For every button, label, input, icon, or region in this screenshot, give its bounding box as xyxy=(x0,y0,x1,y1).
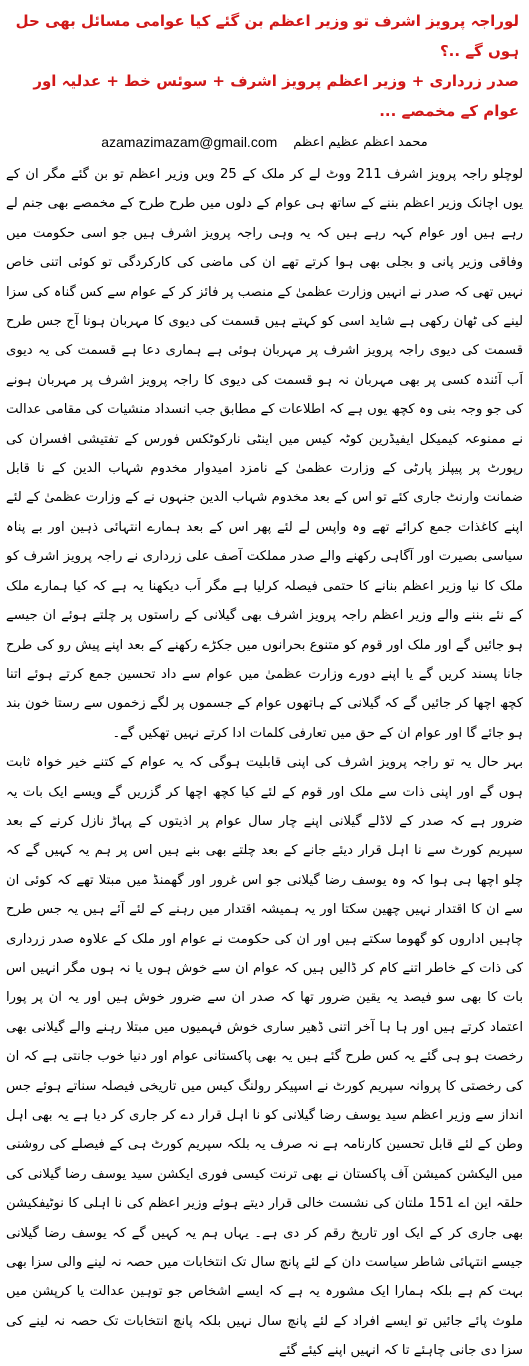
author-email[interactable]: azamazimazam@gmail.com xyxy=(101,134,278,150)
paragraph: بہر حال یہ تو راجہ پرویز اشرف کی اپنی قابلیت ہوگی کہ یہ عوام کے کتنے خیر خواہ ثابت ہوں گے اور اپنی ذات سے ملک اور قوم کے لئے کیا کچھ اچھا کر گزریں گے ویسے ایک بات یہ ضرور ہے کہ صدر کے لاڈلے گیلانی اپنے چار سال عوام پر اذیتوں کے پہاڑ نازل کرنے کے بعد سپریم کورٹ سے نا اہل قرار دیئے جانے کے بعد چلتے بھی بنے ہیں اس پر ہم یہ کہیں گے کہ چلو اچھا ہی ہوا کہ وہ یوسف رضا گیلانی جو اس غرور اور گھمنڈ میں مبتلا تھے کہ کوئی ان سے ان کا اقتدار نہیں چھین سکتا اور یہ ہمیشہ اقتدار میں رہنے کے لئے آئے ہیں یہ جس طرح چاہیں اداروں کو گھوما سکتے ہیں اور ان کی حکومت نے عوام اور ملک کے علاوہ صدر زرداری کی ذات کے خاطر اتنے کام کر ڈالیں ہیں کہ عوام ان سے خوش ہوں یا نہ ہوں مگر انہیں اس بات کا بھی سو فیصد یہ یقین ضرور تھا کہ صدر ان سے ضرور خوش ہیں اور یہ ان پر پورا اعتماد کرتے ہیں اور ہا ہا آخر اتنی ڈھیر ساری خوش فہمیوں میں مبتلا رہنے والے گیلانی بھی رخصت ہو ہی گئے یہ کس طرح گئے ہیں یہ بھی پاکستانی عوام اور دنیا خوب جانتی ہے کہ ان کی رخصتی کا پروانہ سپریم کورٹ نے اسپیکر رولنگ کیس میں تاریخی فیصلہ سناتے ہوئے جس انداز سے وزیر اعظم سید یوسف رضا گیلانی کو نا اہل قرار دے کر جاری کر دیا ہے یہ بھی اہل وطن کے لئے قابل تحسین کارنامہ ہے نہ صرف یہ بلکہ سپریم کورٹ ہی کے فیصلے کی روشنی میں الیکشن کمیشن آف پاکستان نے بھی ترنت کیسی فوری ایکشن سید یوسف رضا گیلانی کی حلقہ این اے 151 ملتان کی نشست خالی قرار دیتے ہوئے وزیر اعظم کی نا اہلی کا نوٹیفکیشن بھی جاری کر کے ایک اور تاریخ رقم کر دی ہے۔ یہاں ہم یہ کہیں گے کہ یوسف رضا گیلانی جیسے انتہائی شاطر سیاست دان کے لئے پانچ سال تک انتخابات میں حصہ نہ لینے والی سزا بھی بہت کم ہے بلکہ ہمارا ایک مشورہ یہ ہے کہ ایسے اشخاص جو توہین عدالت یا کرپشن میں ملوث پائے جائیں تو ایسے افراد کے لئے پانچ سال نہیں بلکہ پانچ انتخابات تک حصہ نہ لینے کی سزا دی جانی چاہئے تا کہ انہیں اپنے کیئے گئے xyxy=(6,755,523,1359)
headline-line-2: صدر زرداری + وزیر اعظم پرویز اشرف + سوئس خط + عدلیہ اور عوام کے مخمصے ... xyxy=(33,72,519,120)
article-headline xyxy=(10,6,519,126)
headline-line-1: لوراجہ پرویز اشرف تو وزیر اعظم بن گئے کیا عوامی مسائل بھی حل ہوں گے ..؟ xyxy=(15,12,519,60)
article-body xyxy=(6,160,523,1366)
paragraph: لوچلو راجہ پرویز اشرف 211 ووٹ لے کر ملک کے 25 ویں وزیر اعظم تو بن گئے مگر ان کے یوں اچانک وزیر اعظم بننے کے ساتھ ہی عوام کے دلوں میں طرح طرح کے مخمصے بھی جنم لے رہے ہیں اور عوام کہہ رہے ہیں کہ یہ وہی راجہ پرویز اشرف ہیں جو اسی حکومت میں وفاقی وزیر پانی و بجلی بھی ہوا کرتے تھے ان کی ماضی کی کارکردگی تو کوئی اتنی خاص نہیں تھی کہ صدر نے انہیں وزارت عظمیٰ کے منصب پر فائز کر کے عوام سے کس گناہ کی سزا لینے کی ٹھان رکھی ہے شاید اسی کو کہتے ہیں قسمت کی دیوی کا مہربان ہونا آج جس طرح قسمت کی دیوی راجہ پرویز اشرف پر مہربان ہوئی ہے ہماری دعا ہے قسمت کی یہ دیوی اَب آئندہ کسی پر بھی مہربان نہ ہو قسمت کی دیوی کا راجہ پرویز اشرف پر مہربان ہونے کی جو وجہ بنی وہ کچھ یوں ہے کہ اطلاعات کے مطابق جب انسداد منشیات کی مقامی عدالت نے ممنوعہ کیمیکل ایفیڈرین کوٹہ کیس میں اینٹی نارکوٹکس فورس کے تفتیشی افسران کی رپورٹ پر پیپلز پارٹی کے وزارت عظمیٰ کے نامزد امیدوار مخدوم شہاب الدین کے نا قابل ضمانت وارنٹ جاری کئے تو اس کے بعد مخدوم شہاب الدین جنہوں نے کے وزارت عظمیٰ کے لئے اپنے کاغذات جمع کرائے تھے وہ واپس لے لئے پھر اس کے بعد ہمارے انتہائی ذہین اور بے پناہ سیاسی بصیرت اور آگاہی رکھنے والے صدر مملکت آصف علی زرداری نے راجہ پرویز اشرف کو ملک کا نیا وزیر اعظم بنانے کا حتمی فیصلہ کرلیا ہے مگر اَب دیکھنا یہ ہے کہ کیا ہمارے ملک کے نئے بننے والے وزیر اعظم راجہ پرویز اشرف بھی گیلانی کے راستوں پر چلتے ہوئے ان جیسے ہو جائیں گے اور ملک اور قوم کو متنوع بحرانوں میں جکڑے رکھنے کے بعد اپنے پیش رو کی طرح جانا پسند کریں گے یا اپنے دورے وزارت عظمیٰ میں عوام سے داد تحسین جمع کرتے ہوئے اتنا کچھ اچھا کر جائیں گے کہ گیلانی کے ہاتھوں عوام کے جسموں پر لگے زخموں سے رستا خون بند ہو جائے گا اور عوام ان کے حق میں تعارفی کلمات ادا کرتے نہیں تھکیں گے۔ xyxy=(6,167,523,741)
author-name: محمد اعظم عظیم اعظم xyxy=(293,134,428,150)
byline xyxy=(4,128,525,156)
